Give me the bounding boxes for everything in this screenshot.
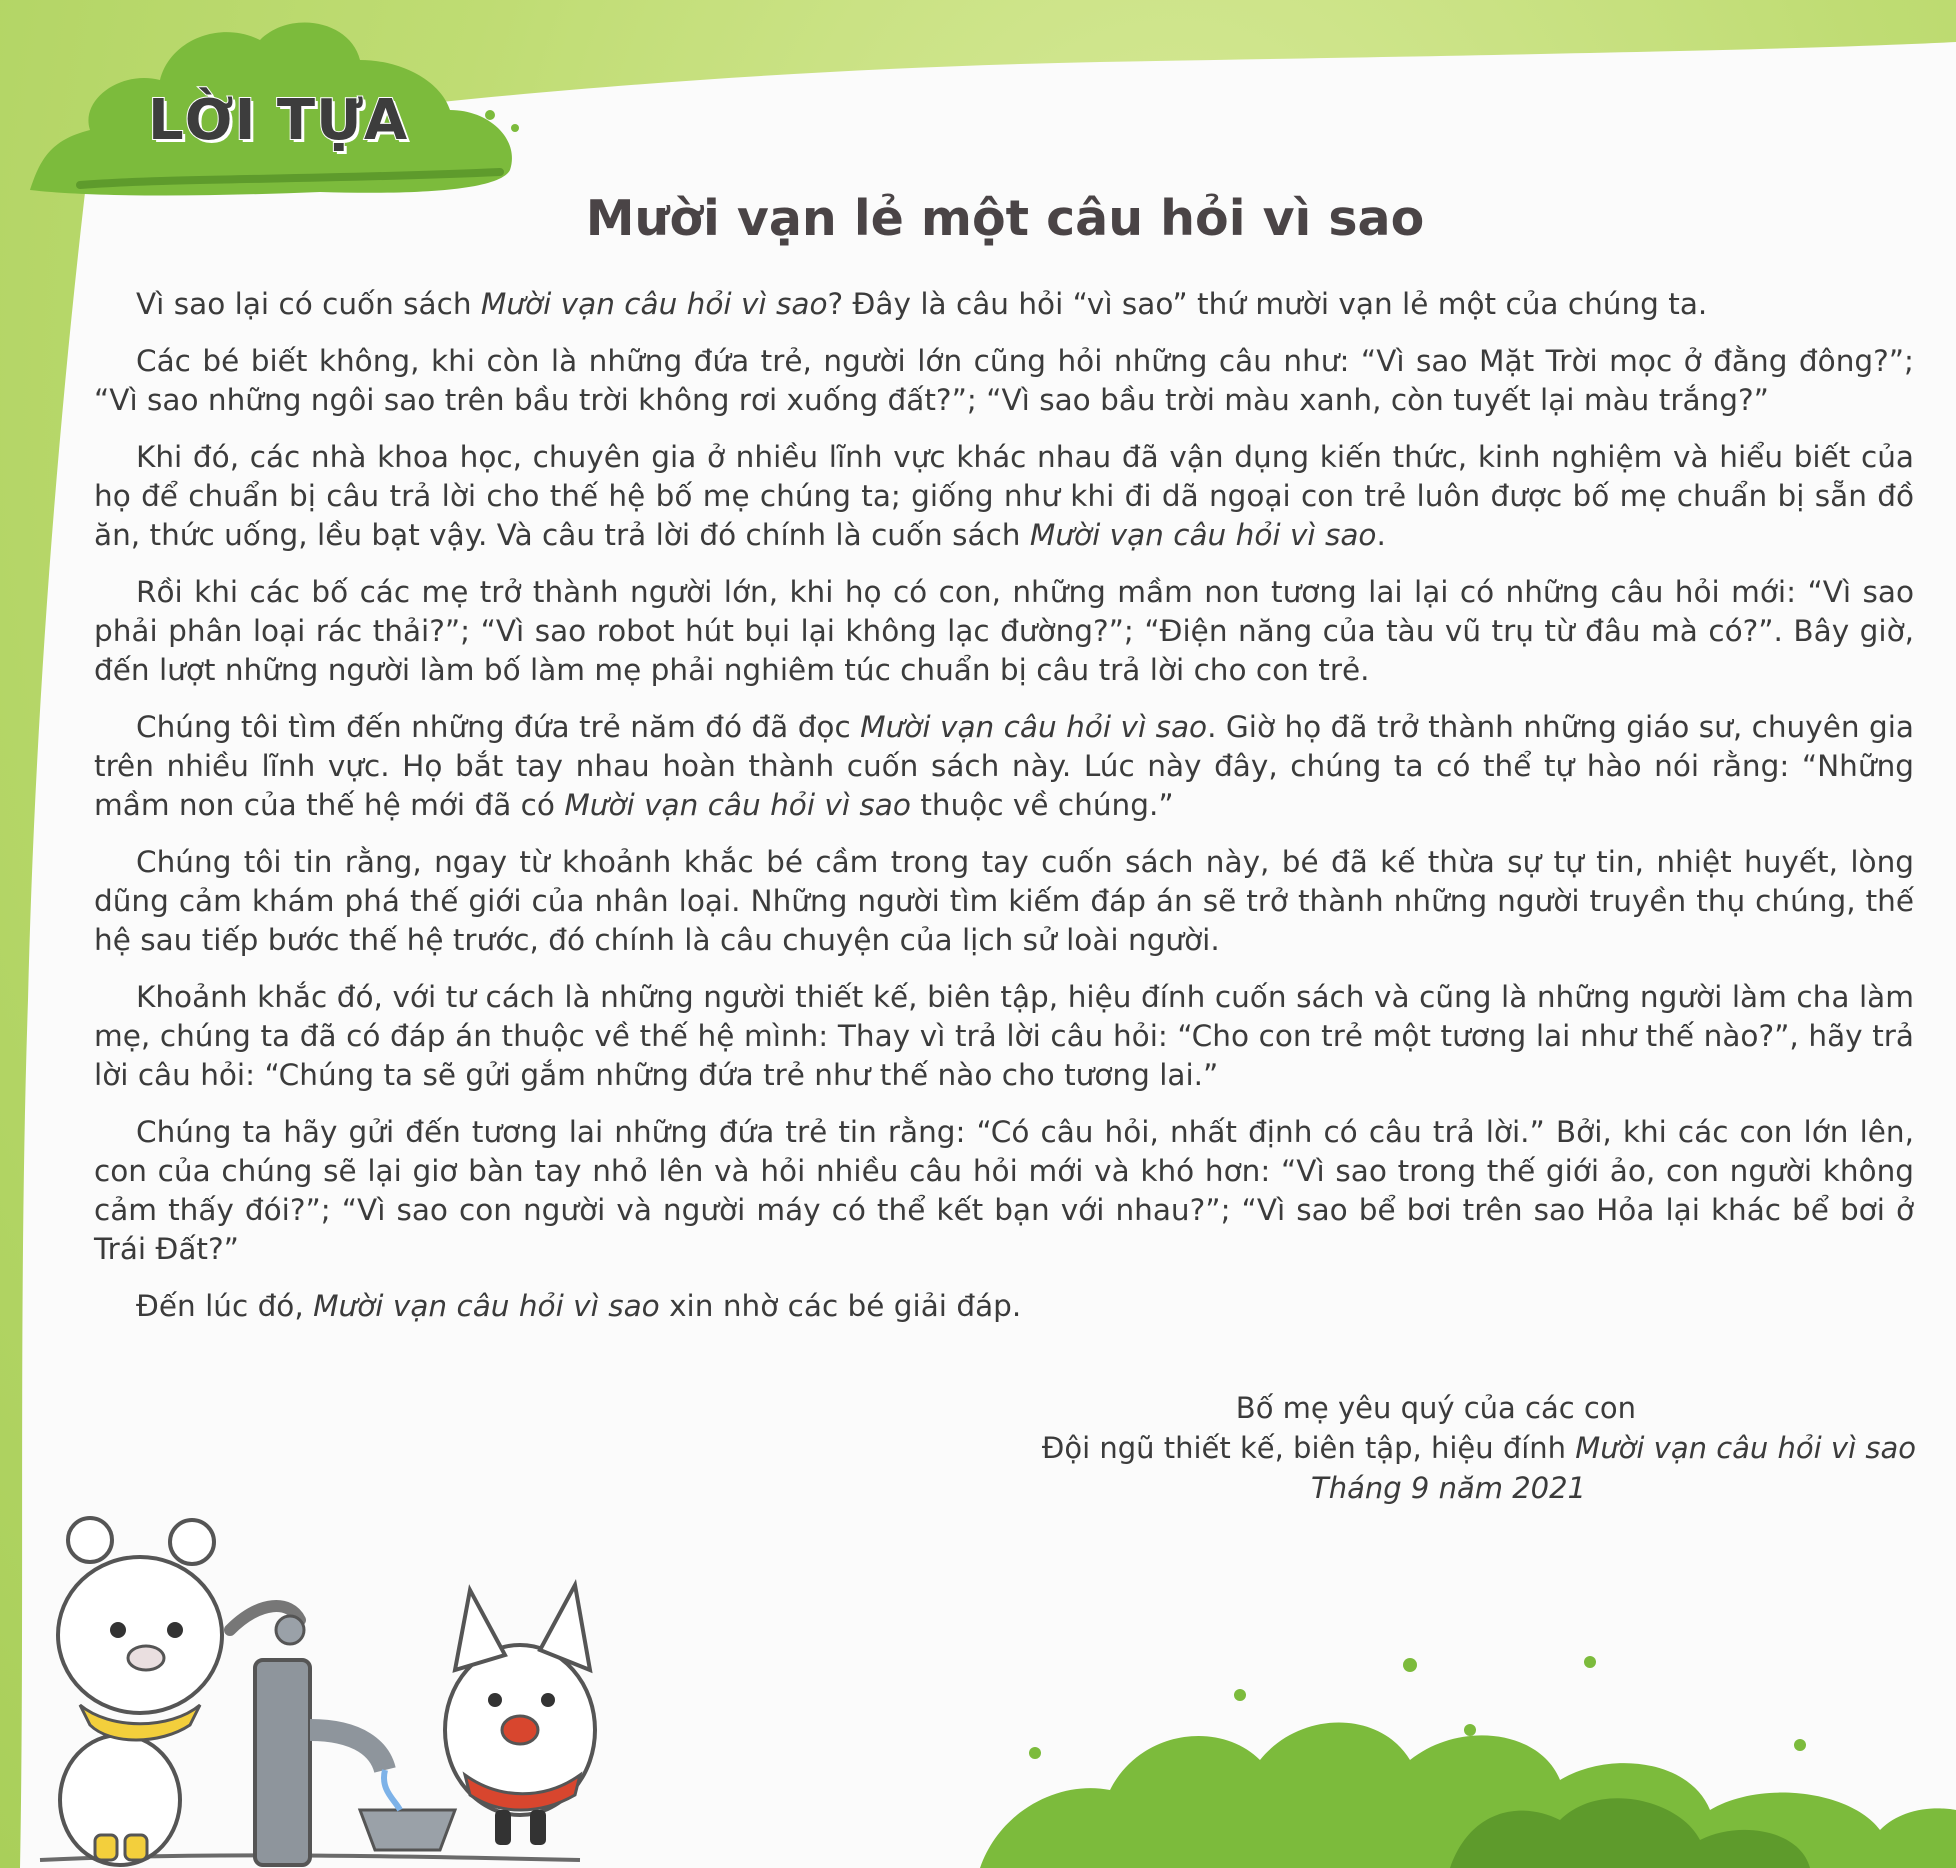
- book-title-italic: Mười vạn câu hỏi vì sao: [564, 788, 911, 822]
- signature-team: Đội ngũ thiết kế, biên tập, hiệu đính: [1041, 1431, 1576, 1465]
- book-title-italic: Mười vạn câu hỏi vì sao: [480, 287, 828, 321]
- paragraph: [94, 1113, 1914, 1269]
- signature-line-2: [916, 1428, 1916, 1468]
- paragraph-text: Chúng tôi tin rằng, ngay từ khoảnh khắc bé cầm trong tay cuốn sách này, bé đã kế thừa sự tự tin, nhiệt huyết, lòng dũng cảm khám phá thế giới của nhân loại. Những người tìm kiếm đáp án sẽ trở thành những người truyền thụ chúng, thế hệ sau tiếp bước thế hệ trước, đó chính là câu chuyện của lịch sử loài người.: [94, 845, 1914, 957]
- paragraph-text: Rồi khi các bố các mẹ trở thành người lớn, khi họ có con, những mầm non tương lai lại có những câu hỏi mới: “Vì sao phải phân loại rác thải?”; “Vì sao robot hút bụi lại không lạc đường?”; “Điện năng của tàu vũ trụ từ đâu mà có?”. Bây giờ, đến lượt những người làm bố làm mẹ phải nghiêm túc chuẩn bị câu trả lời cho con trẻ.: [94, 575, 1914, 687]
- paragraph: [94, 1287, 1914, 1326]
- paragraph: [94, 843, 1914, 960]
- paragraph-text: Khi đó, các nhà khoa học, chuyên gia ở nhiều lĩnh vực khác nhau đã vận dụng kiến thức, kinh nghiệm và hiểu biết của họ để chuẩn bị câu trả lời cho thế hệ bố mẹ chúng ta; giống như khi đi dã ngoại con trẻ luôn được bố mẹ chuẩn bị sẵn đồ ăn, thức uống, lều bạt vậy. Và câu trả lời đó chính là cuốn sách: [94, 440, 1914, 552]
- bush-icon: [980, 1656, 1956, 1868]
- bottom-illustration: [0, 1480, 1956, 1868]
- paragraph: [94, 438, 1914, 555]
- paragraph-text: Chúng tôi tìm đến những đứa trẻ năm đó đã đọc: [136, 710, 861, 744]
- water-pump-icon: [230, 1606, 385, 1865]
- paragraph-text: Chúng ta hãy gửi đến tương lai những đứa trẻ tin rằng: “Có câu hỏi, nhất định có câu trả lời.” Bởi, khi các con lớn lên, con của chúng sẽ lại giơ bàn tay nhỏ lên và hỏi nhiều câu hỏi mới và khó hơn: “Vì sao trong thế giới ảo, con người không cảm thấy đói?”; “Vì sao con người và người máy có thể kết bạn với nhau?”; “Vì sao bể bơi trên sao Hỏa lại khác bể bơi ở Trái Đất?”: [94, 1115, 1914, 1266]
- paragraph-text: xin nhờ các bé giải đáp.: [659, 1289, 1022, 1323]
- paragraph-text: Khoảnh khắc đó, với tư cách là những người thiết kế, biên tập, hiệu đính cuốn sách và cũng là những người làm cha làm mẹ, chúng ta đã có đáp án thuộc về thế hệ mình: Thay vì trả lời câu hỏi: “Cho con trẻ một tương lai như thế nào?”, hãy trả lời câu hỏi: “Chúng ta sẽ gửi gắm những đứa trẻ như thế nào cho tương lai.”: [94, 980, 1914, 1092]
- paragraph-text: Vì sao lại có cuốn sách: [136, 287, 481, 321]
- paragraph-text: thuộc về chúng.”: [910, 788, 1174, 822]
- paragraph-text: . Giờ họ đã trở thành những giáo sư, chuyên gia trên nhiều lĩnh vực. Họ bắt tay nhau hoàn thành cuốn sách này. Lúc này đây, chúng ta có thể tự hào nói rằng: “Những mầm non của thế hệ mới đã có: [94, 710, 1914, 822]
- paragraph: [94, 285, 1914, 324]
- paragraph: [94, 708, 1914, 825]
- book-title-italic: Mười vạn câu hỏi vì sao: [313, 1289, 660, 1323]
- paragraph: [94, 573, 1914, 690]
- water-basin-icon: [360, 1770, 455, 1850]
- preface-body: [94, 285, 1914, 1344]
- paragraph: [94, 978, 1914, 1095]
- white-fox-icon: [445, 1585, 595, 1845]
- paragraph-text: ? Đây là câu hỏi “vì sao” thứ mười vạn lẻ một của chúng ta.: [827, 287, 1708, 321]
- signature-date: Tháng 9 năm 2021: [1311, 1471, 1586, 1505]
- book-title-italic: Mười vạn câu hỏi vì sao: [1029, 518, 1377, 552]
- paragraph-text: Các bé biết không, khi còn là những đứa trẻ, người lớn cũng hỏi những câu như: “Vì sao Mặt Trời mọc ở đằng đông?”; “Vì sao những ngôi sao trên bầu trời không rơi xuống đất?”; “Vì sao bầu trời màu xanh, còn tuyết lại màu trắng?”: [94, 344, 1914, 417]
- book-title-italic: Mười vạn câu hỏi vì sao: [860, 710, 1208, 744]
- paragraph-text: Đến lúc đó,: [136, 1289, 314, 1323]
- page-title: Mười vạn lẻ một câu hỏi vì sao: [585, 190, 1425, 247]
- signature-line-1: Bố mẹ yêu quý của các con: [1235, 1391, 1636, 1425]
- paragraph: [94, 342, 1914, 420]
- section-label: LỜI TỰA: [148, 88, 409, 153]
- polar-bear-icon: [58, 1518, 222, 1865]
- paragraph-text: .: [1376, 518, 1386, 552]
- signature-book-title: Mười vạn câu hỏi vì sao: [1575, 1431, 1916, 1465]
